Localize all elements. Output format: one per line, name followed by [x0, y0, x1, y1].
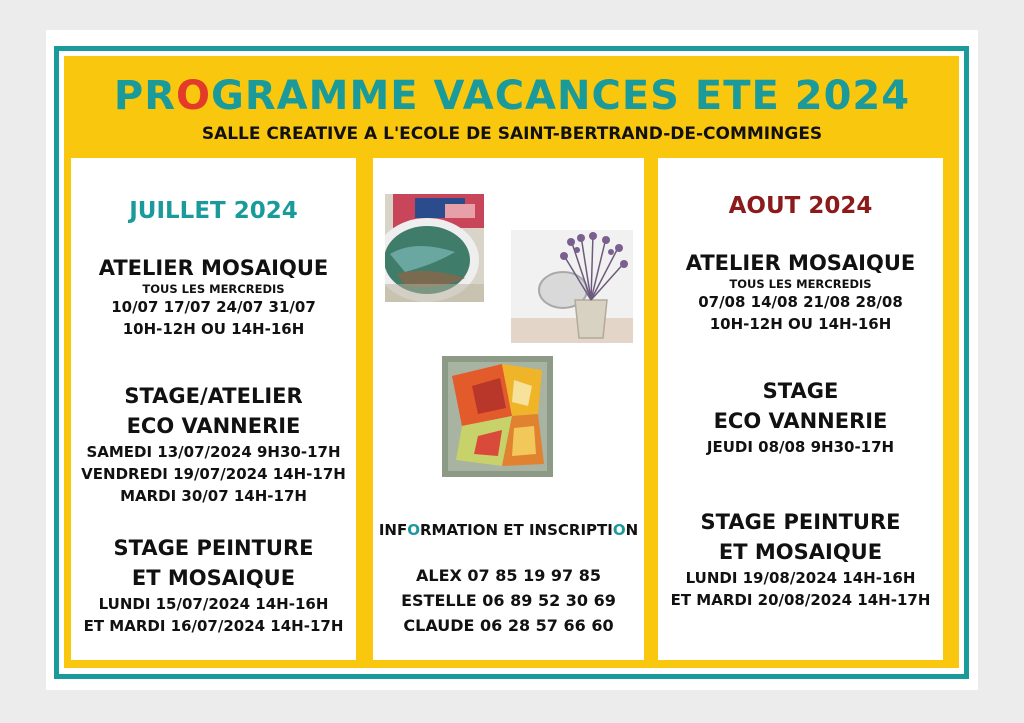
july-vannerie-title1: STAGE/ATELIER — [124, 384, 303, 408]
lavender-basket-photo — [511, 230, 633, 343]
page-title: PROGRAMME VACANCES ETE 2024 — [113, 73, 911, 119]
july-vannerie-line2: VENDREDI 19/07/2024 14H-17H — [81, 465, 346, 483]
august-peinture-title2: ET MOSAIQUE — [718, 540, 883, 564]
august-mosaic-block — [658, 248, 943, 335]
contact-estelle: ESTELLE 06 89 52 30 69 — [401, 591, 616, 610]
july-peinture-title2: ET MOSAIQUE — [131, 566, 296, 590]
july-peinture-block — [71, 533, 356, 637]
august-vannerie-title2: ECO VANNERIE — [713, 409, 888, 433]
info-heading: INFORMATION ET INSCRIPTION — [378, 521, 639, 539]
contact-alex: ALEX 07 85 19 97 85 — [415, 566, 602, 585]
august-mosaic-note: TOUS LES MERCREDIS — [729, 277, 872, 291]
august-mosaic-dates: 07/08 14/08 21/08 28/08 — [698, 293, 903, 311]
july-mosaic-block — [71, 253, 356, 340]
july-vannerie-title2: ECO VANNERIE — [126, 414, 301, 438]
august-peinture-line1: LUNDI 19/08/2024 14H-16H — [685, 569, 916, 587]
august-peinture-block — [658, 507, 943, 611]
july-vannerie-line3: MARDI 30/07 14H-17H — [120, 487, 307, 505]
july-vannerie-block — [71, 381, 356, 507]
august-vannerie-line1: JEUDI 08/08 9H30-17H — [706, 438, 895, 456]
july-peinture-title1: STAGE PEINTURE — [113, 536, 314, 560]
august-peinture-line2: ET MARDI 20/08/2024 14H-17H — [670, 591, 931, 609]
contact-list — [373, 563, 644, 638]
july-peinture-line2: ET MARDI 16/07/2024 14H-17H — [83, 617, 344, 635]
july-mosaic-title: ATELIER MOSAIQUE — [98, 256, 329, 280]
august-mosaic-hours: 10H-12H OU 14H-16H — [709, 315, 892, 333]
contact-claude: CLAUDE 06 28 57 66 60 — [403, 616, 614, 635]
info-panel — [373, 158, 644, 660]
july-mosaic-hours: 10H-12H OU 14H-16H — [122, 320, 305, 338]
august-vannerie-title1: STAGE — [762, 379, 839, 403]
july-heading: JUILLET 2024 — [129, 198, 298, 224]
july-peinture-line1: LUNDI 15/07/2024 14H-16H — [98, 595, 329, 613]
august-panel — [658, 158, 943, 660]
july-vannerie-line1: SAMEDI 13/07/2024 9H30-17H — [86, 443, 341, 461]
august-peinture-title1: STAGE PEINTURE — [700, 510, 901, 534]
subtitle: SALLE CREATIVE A L'ECOLE DE SAINT-BERTRAND-DE-COMMINGES — [201, 124, 823, 144]
august-mosaic-title: ATELIER MOSAIQUE — [685, 251, 916, 275]
august-vannerie-block — [658, 376, 943, 458]
painting-photo — [385, 194, 484, 302]
july-mosaic-dates: 10/07 17/07 24/07 31/07 — [111, 298, 316, 316]
mosaic-artwork-photo — [442, 356, 553, 477]
july-panel — [71, 158, 356, 660]
august-heading: AOUT 2024 — [728, 193, 873, 219]
july-mosaic-note: TOUS LES MERCREDIS — [142, 282, 285, 296]
